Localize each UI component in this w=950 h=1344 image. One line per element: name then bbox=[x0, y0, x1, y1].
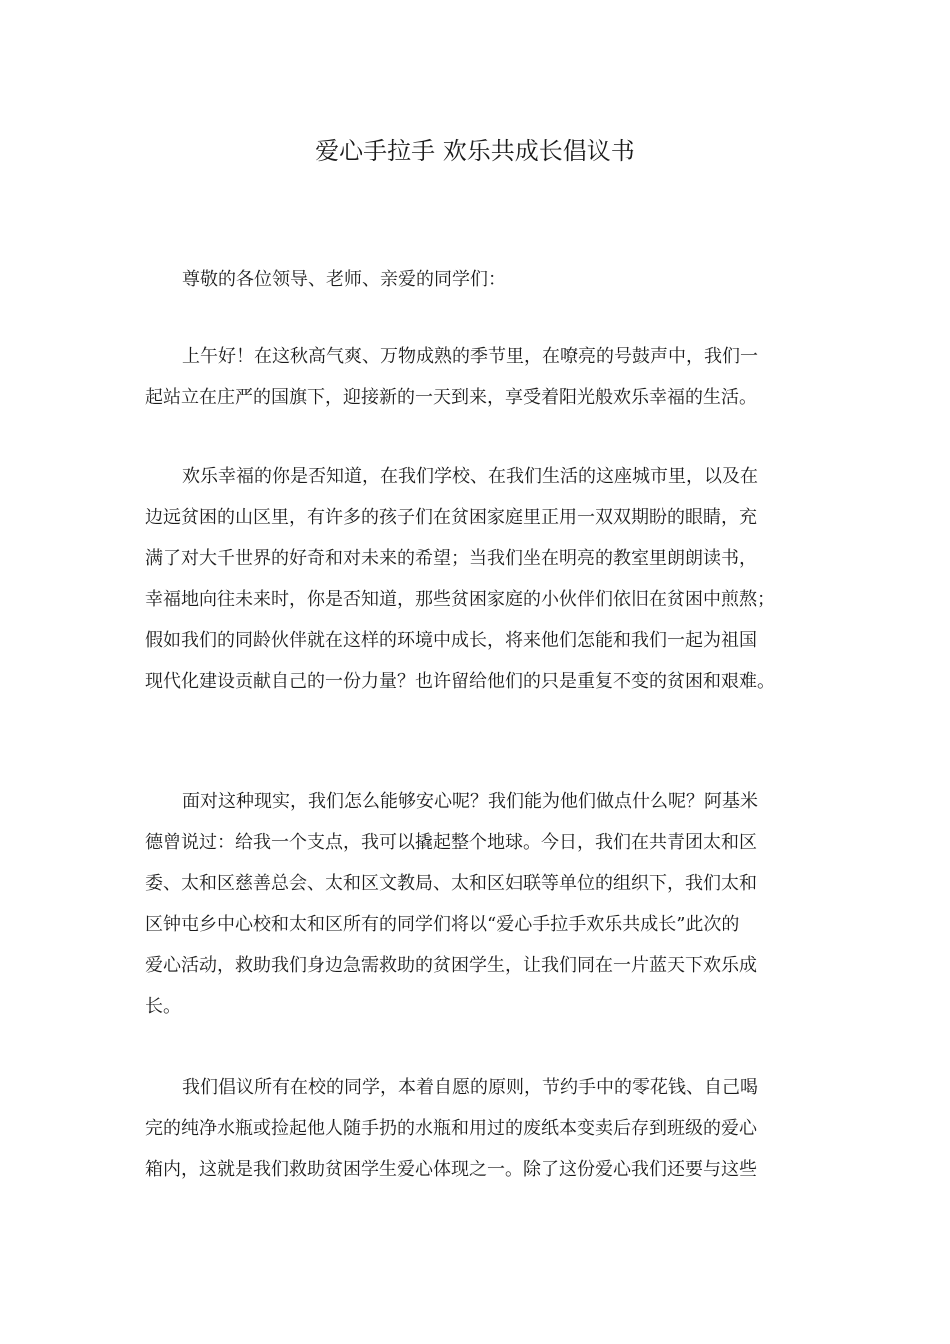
paragraph-line: 面对这种现实，我们怎么能够安心呢？我们能为他们做点什么呢？阿基米 bbox=[182, 791, 758, 812]
paragraph-line: 上午好！在这秋高气爽、万物成熟的季节里，在嘹亮的号鼓声中，我们一 bbox=[182, 346, 758, 367]
salutation: 尊敬的各位领导、老师、亲爱的同学们： bbox=[182, 269, 506, 290]
paragraph-line: 爱心活动，救助我们身边急需救助的贫困学生，让我们同在一片蓝天下欢乐成 bbox=[145, 955, 757, 976]
document-title: 爱心手拉手 欢乐共成长倡议书 bbox=[315, 137, 635, 165]
paragraph-line: 德曾说过：给我一个支点，我可以撬起整个地球。今日，我们在共青团太和区 bbox=[145, 832, 757, 853]
paragraph-line: 边远贫困的山区里，有许多的孩子们在贫困家庭里正用一双双期盼的眼睛，充 bbox=[145, 507, 757, 528]
paragraph-line: 满了对大千世界的好奇和对未来的希望；当我们坐在明亮的教室里朗朗读书， bbox=[145, 548, 757, 569]
paragraph-line: 箱内，这就是我们救助贫困学生爱心体现之一。除了这份爱心我们还要与这些 bbox=[145, 1159, 757, 1180]
paragraph-line: 假如我们的同龄伙伴就在这样的环境中成长，将来他们怎能和我们一起为祖国 bbox=[145, 630, 757, 651]
paragraph-line: 起站立在庄严的国旗下，迎接新的一天到来，享受着阳光般欢乐幸福的生活。 bbox=[145, 387, 757, 408]
paragraph-line: 我们倡议所有在校的同学，本着自愿的原则，节约手中的零花钱、自己喝 bbox=[182, 1077, 758, 1098]
paragraph-line: 区钟屯乡中心校和太和区所有的同学们将以“爱心手拉手欢乐共成长”此次的 bbox=[145, 914, 740, 935]
paragraph-line: 完的纯净水瓶或捡起他人随手扔的水瓶和用过的废纸本变卖后存到班级的爱心 bbox=[145, 1118, 757, 1139]
paragraph-line: 幸福地向往未来时，你是否知道，那些贫困家庭的小伙伴们依旧在贫困中煎熬； bbox=[145, 589, 775, 610]
paragraph-line: 现代化建设贡献自己的一份力量？也许留给他们的只是重复不变的贫困和艰难。 bbox=[145, 671, 775, 692]
paragraph-line: 长。 bbox=[145, 996, 181, 1017]
paragraph-line: 委、太和区慈善总会、太和区文教局、太和区妇联等单位的组织下，我们太和 bbox=[145, 873, 757, 894]
paragraph-line: 欢乐幸福的你是否知道，在我们学校、在我们生活的这座城市里，以及在 bbox=[182, 466, 758, 487]
